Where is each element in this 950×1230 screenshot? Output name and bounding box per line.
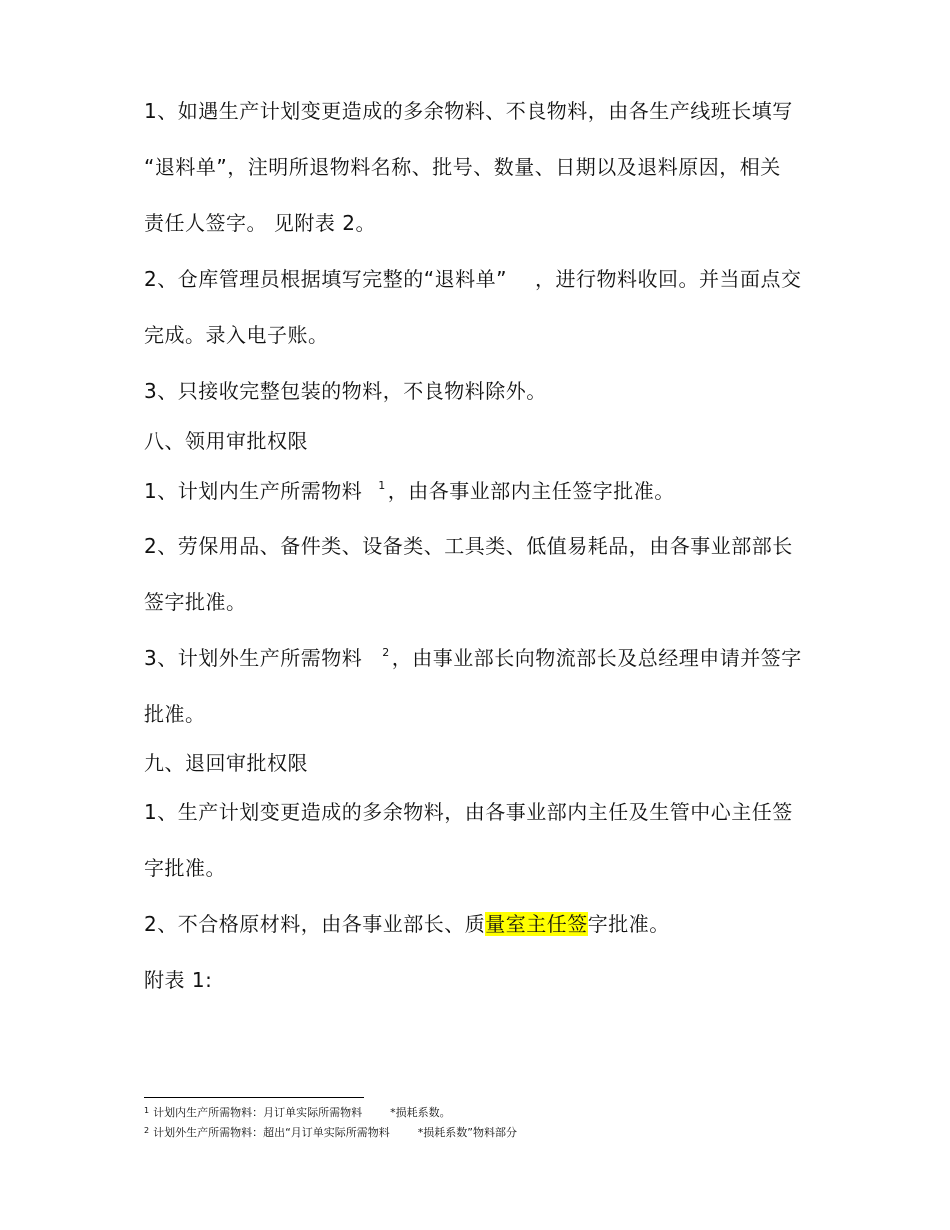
section-8-item-2-line-2: 签字批准。 bbox=[144, 590, 247, 614]
paragraph-return-3: 3、只接收完整包装的物料，不良物料除外。 bbox=[144, 379, 547, 403]
paragraph-return-2-line-2: 完成。录入电子账。 bbox=[144, 323, 329, 347]
footnote-ref-1[interactable]: 1 bbox=[378, 479, 386, 492]
section-8-item-3-part-a: 3、计划外生产所需物料 bbox=[144, 646, 363, 670]
section-8-item-1-part-a: 1、计划内生产所需物料 bbox=[144, 479, 363, 503]
footnote-2 bbox=[144, 1126, 517, 1141]
paragraph-return-2-line-1 bbox=[144, 266, 801, 292]
section-9-item-2-part-a: 2、不合格原材料，由各事业部长、质 bbox=[144, 912, 486, 936]
footnote-1-text-2: *损耗系数。 bbox=[390, 1106, 451, 1119]
footnote-2-text: 计划外生产所需物料：超出“月订单实际所需物料 bbox=[153, 1126, 390, 1139]
section-8-item-1 bbox=[144, 478, 675, 508]
section-8-item-3-line-2: 批准。 bbox=[144, 702, 206, 726]
footnote-1 bbox=[144, 1106, 451, 1121]
section-heading-9: 九、退回审批权限 bbox=[144, 751, 308, 775]
paragraph-return-1-line-1: 1、如遇生产计划变更造成的多余物料、不良物料，由各生产线班长填写 bbox=[144, 99, 793, 123]
section-8-item-3-line-1 bbox=[144, 645, 802, 675]
footnote-2-number: 2 bbox=[144, 1126, 150, 1135]
footnote-1-number: 1 bbox=[144, 1106, 150, 1115]
section-heading-8: 八、领用审批权限 bbox=[144, 429, 308, 453]
section-9-item-1-line-1: 1、生产计划变更造成的多余物料，由各事业部内主任及生管中心主任签 bbox=[144, 800, 793, 824]
section-8-item-1-part-b: ，由各事业部内主任签字批准。 bbox=[387, 479, 675, 503]
footnote-ref-2[interactable]: 2 bbox=[382, 646, 390, 659]
footnote-separator bbox=[144, 1097, 364, 1098]
section-8-item-2-line-1: 2、劳保用品、备件类、设备类、工具类、低值易耗品，由各事业部部长 bbox=[144, 534, 793, 558]
section-8-item-3-part-b: ，由事业部长向物流部长及总经理申请并签字 bbox=[391, 646, 802, 670]
appendix-label: 附表 1: bbox=[144, 968, 213, 992]
highlighted-text: 量室主任签 bbox=[485, 912, 588, 936]
paragraph-return-2-part-b: ，进行物料收回。并当面点交 bbox=[534, 267, 802, 291]
footnote-1-text: 计划内生产所需物料：月订单实际所需物料 bbox=[153, 1106, 363, 1119]
section-9-item-2 bbox=[144, 911, 670, 937]
section-9-item-1-line-2: 字批准。 bbox=[144, 856, 226, 880]
paragraph-return-2-part-a: 2、仓库管理员根据填写完整的“退料单” bbox=[144, 267, 507, 291]
footnote-2-text-2: *损耗系数”物料部分 bbox=[417, 1126, 517, 1139]
paragraph-return-1-line-2: “退料单”，注明所退物料名称、批号、数量、日期以及退料原因，相关 bbox=[144, 155, 781, 179]
section-9-item-2-part-b: 字批准。 bbox=[587, 912, 670, 936]
paragraph-return-1-line-3: 责任人签字。 见附表 2。 bbox=[144, 211, 376, 235]
